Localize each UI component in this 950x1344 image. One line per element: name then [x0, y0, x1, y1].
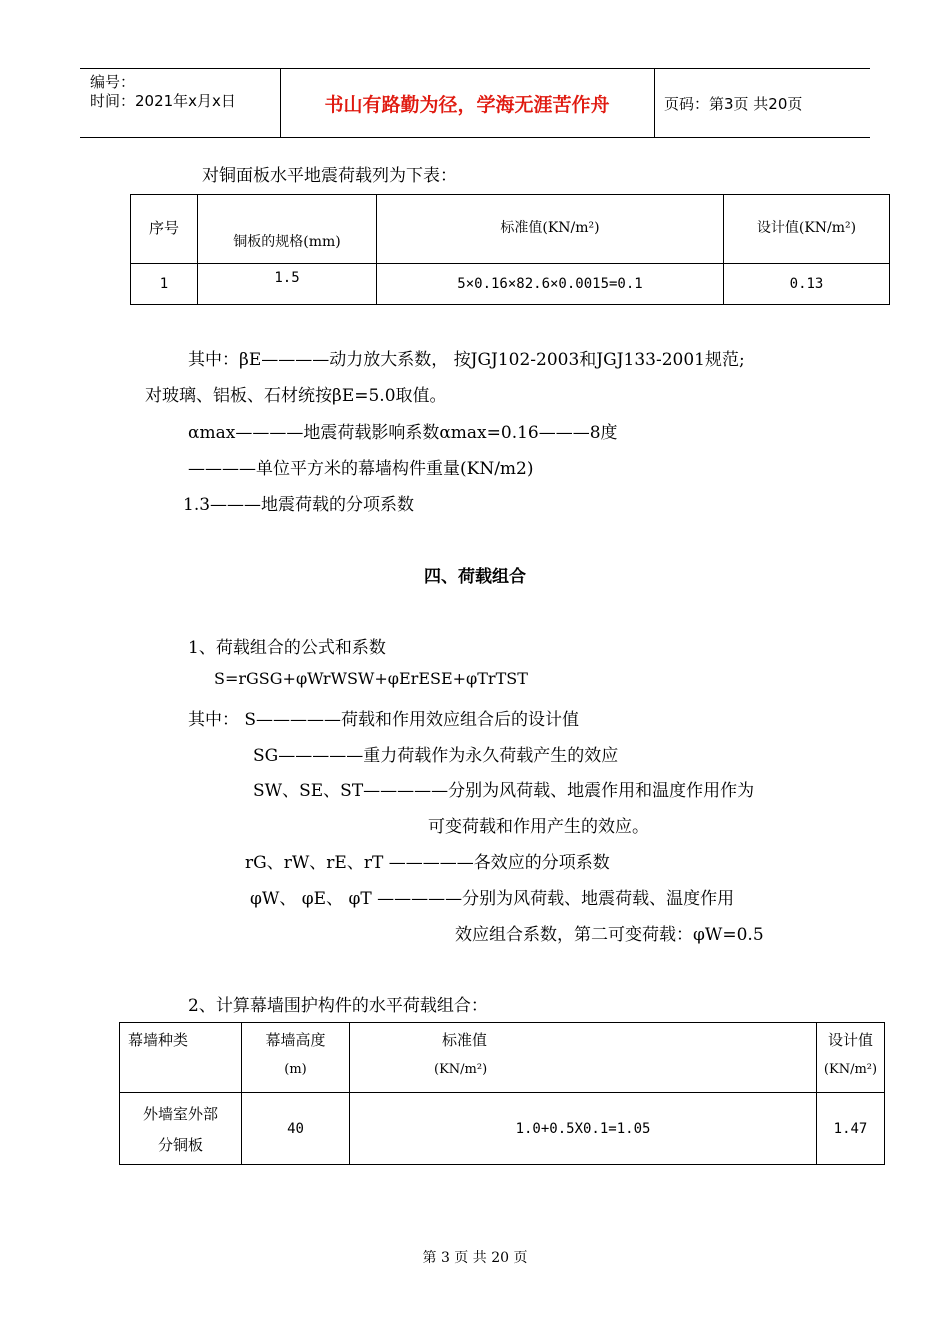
subsection-title: 1、荷载组合的公式和系数	[188, 638, 386, 658]
seismic-load-table	[130, 194, 890, 305]
cell-std: 1.0+0.5X0.1=1.05	[350, 1093, 817, 1165]
cell-type-line: 外墙室外部	[142, 1104, 218, 1123]
header-design	[817, 1023, 885, 1093]
note-line: ————单位平方米的幕墙构件重量(KN/m2)	[188, 459, 534, 479]
cell-type	[120, 1093, 242, 1165]
table-header-row	[131, 195, 890, 264]
header-std-label: 标准值	[442, 1031, 488, 1049]
explain-line: 其中： S—————荷载和作用效应组合后的设计值	[188, 710, 580, 730]
explain-line: φW、 φE、 φT —————分别为风荷载、地震荷载、温度作用	[250, 889, 735, 909]
header-time: 时间：2021年x月x日	[90, 92, 236, 110]
header-std: 标准值(KN/m²)	[377, 195, 724, 264]
formula: S=rGSG+φWrWSW+φErESE+φTrTST	[214, 669, 528, 688]
table-header-row	[120, 1023, 885, 1093]
header-design: 设计值(KN/m²)	[724, 195, 890, 264]
cell-type-line: 分铜板	[157, 1135, 203, 1154]
header-type: 幕墙种类	[120, 1023, 242, 1093]
explain-line: 可变荷载和作用产生的效应。	[428, 817, 649, 837]
intro-text: 对铜面板水平地震荷载列为下表：	[202, 166, 457, 186]
header-std	[350, 1023, 817, 1093]
explain-line: SG—————重力荷载作为永久荷载产生的效应	[253, 746, 619, 766]
explain-line: 效应组合系数，第二可变荷载：φW=0.5	[455, 925, 764, 945]
header-height-unit: (m)	[284, 1062, 307, 1077]
header-std-unit: (KN/m²)	[434, 1062, 488, 1077]
section-title: 四、荷载组合	[424, 567, 526, 587]
table-row	[131, 264, 890, 305]
header-page-info: 页码：第3页 共20页	[664, 94, 803, 113]
cell-std: 5×0.16×82.6×0.0015=0.1	[377, 264, 724, 305]
cell-spec: 1.5	[198, 264, 377, 305]
note-line: 对玻璃、铝板、石材统按βE=5.0取值。	[145, 386, 447, 406]
note-line: 其中：βE————动力放大系数， 按JGJ102-2003和JGJ133-2001规范;	[188, 350, 745, 370]
header-design-unit: (KN/m²)	[823, 1062, 878, 1077]
header-design-label: 设计值	[827, 1031, 873, 1049]
note-line: 1.3———地震荷载的分项系数	[183, 495, 415, 515]
header-spec: 铜板的规格(mm)	[198, 195, 377, 264]
cell-no: 1	[131, 264, 198, 305]
cell-design: 0.13	[724, 264, 890, 305]
cell-design: 1.47	[817, 1093, 885, 1165]
header-height-label: 幕墙高度	[265, 1031, 326, 1049]
header-motto: 书山有路勤为径，学海无涯苦作舟	[324, 93, 610, 116]
note-line: αmax————地震荷载影响系数αmax=0.16———8度	[188, 423, 618, 443]
explain-line: rG、rW、rE、rT —————各效应的分项系数	[245, 853, 610, 873]
load-combination-table	[119, 1022, 885, 1165]
explain-line: SW、SE、ST—————分别为风荷载、地震作用和温度作用作为	[253, 781, 755, 801]
table-row	[120, 1093, 885, 1165]
page-footer: 第 3 页 共 20 页	[422, 1250, 528, 1266]
subsection-title: 2、计算幕墙围护构件的水平荷载组合：	[188, 996, 488, 1016]
header-no: 序号	[131, 195, 198, 264]
header-divider	[654, 69, 655, 137]
header-height	[242, 1023, 350, 1093]
header-number: 编号：	[90, 73, 136, 91]
page-header	[80, 68, 870, 138]
cell-height: 40	[242, 1093, 350, 1165]
